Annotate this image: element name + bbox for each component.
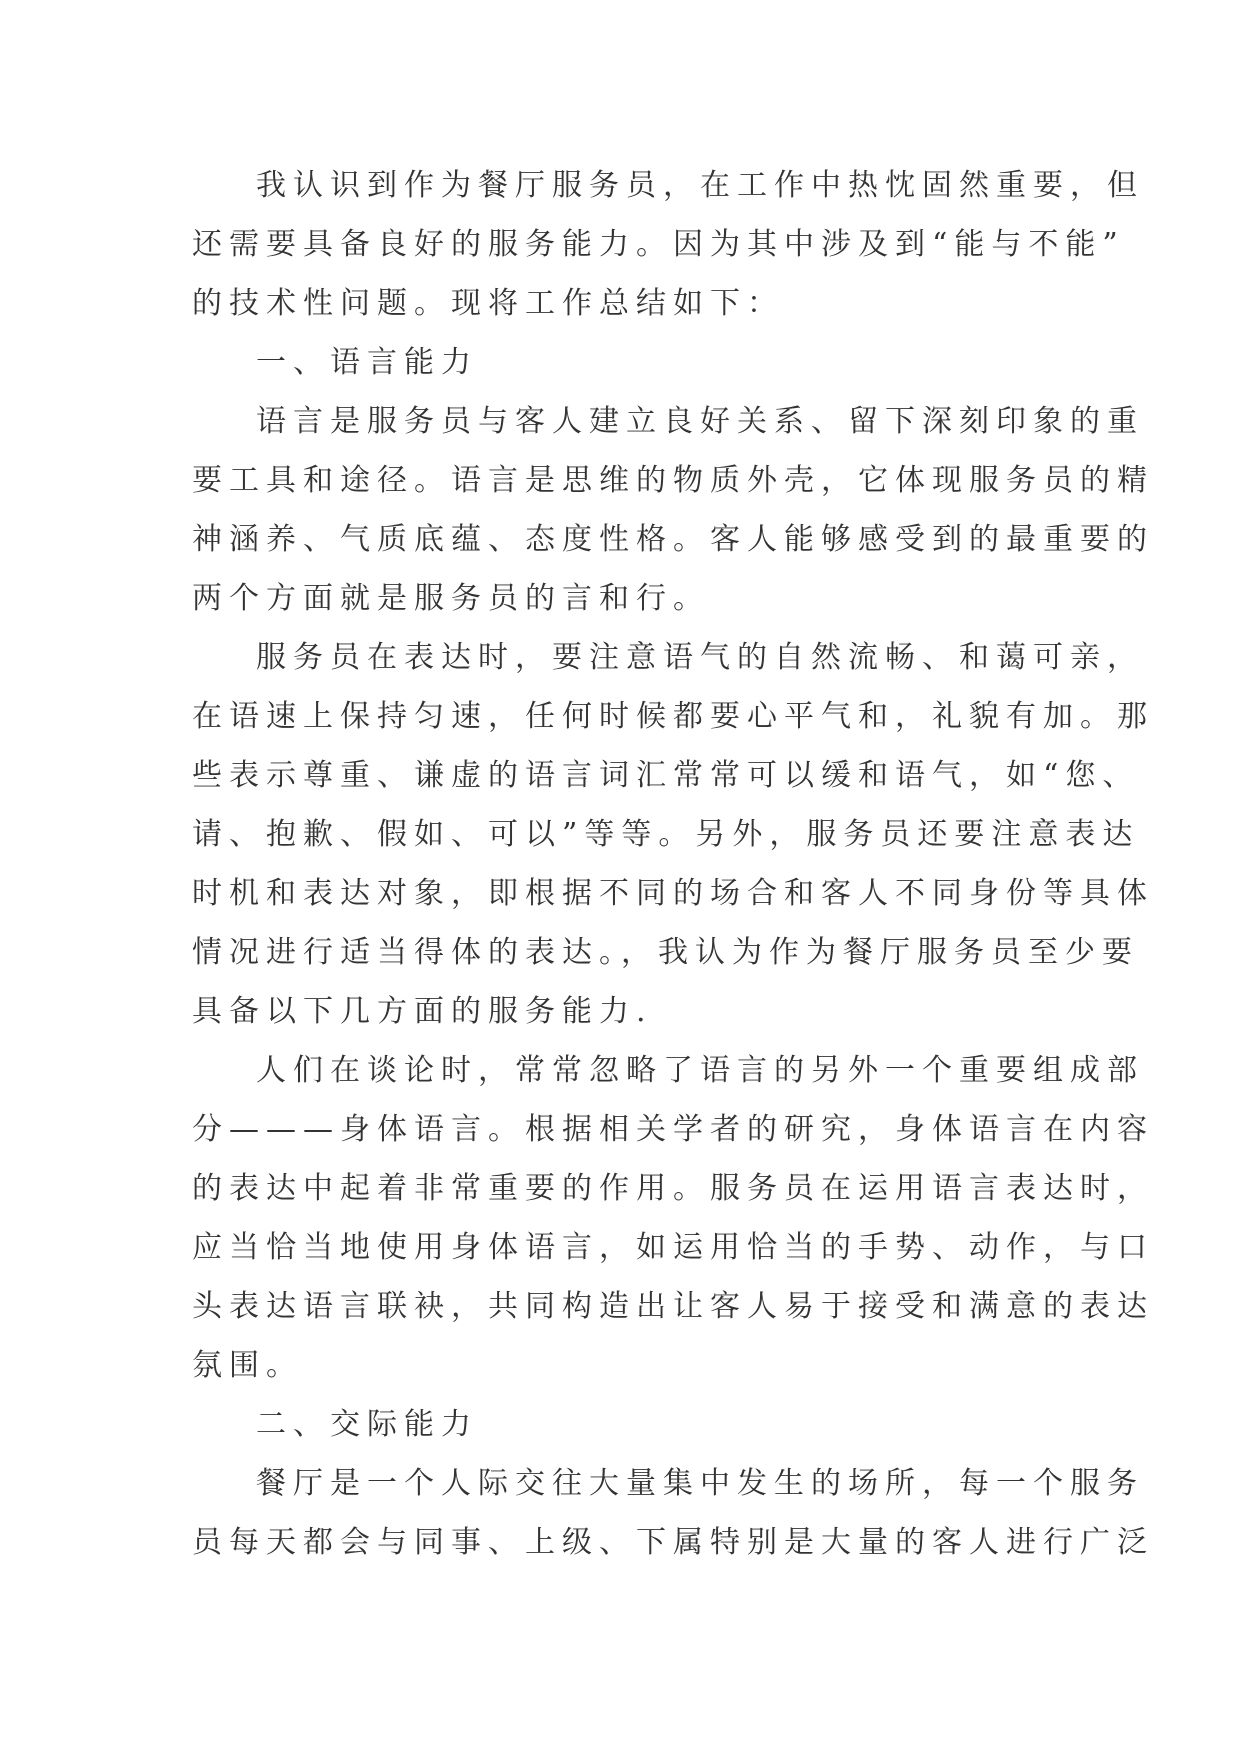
text-line: 情况进行适当得体的表达。，我认为作为餐厅服务员至少要 bbox=[192, 935, 1139, 970]
text-line: 餐厅是一个人际交往大量集中发生的场所，每一个服务 bbox=[256, 1466, 1144, 1501]
text-line: 应当恰当地使用身体语言，如运用恰当的手势、动作，与口 bbox=[192, 1230, 1154, 1265]
section-heading: 二、交际能力 bbox=[256, 1407, 478, 1442]
text-line: 要工具和途径。语言是思维的物质外壳，它体现服务员的精 bbox=[192, 463, 1154, 498]
text-line: 人们在谈论时，常常忽略了语言的另外一个重要组成部 bbox=[256, 1053, 1144, 1088]
text-line: 在语速上保持匀速，任何时候都要心平气和，礼貌有加。那 bbox=[192, 699, 1154, 734]
language-paragraph-2 bbox=[192, 628, 1154, 1041]
text-line: 些表示尊重、谦虚的语言词汇常常可以缓和语气，如“您、 bbox=[192, 758, 1140, 793]
communication-paragraph bbox=[192, 1454, 1154, 1572]
text-line: 神涵养、气质底蕴、态度性格。客人能够感受到的最重要的 bbox=[192, 522, 1154, 557]
document-body bbox=[192, 156, 1154, 1572]
text-line: 的技术性问题。现将工作总结如下： bbox=[192, 286, 784, 321]
text-line: 头表达语言联袂，共同构造出让客人易于接受和满意的表达 bbox=[192, 1289, 1154, 1324]
section-heading: 一、语言能力 bbox=[256, 345, 478, 380]
text-line: 时机和表达对象，即根据不同的场合和客人不同身份等具体 bbox=[192, 876, 1154, 911]
text-line: 分———身体语言。根据相关学者的研究，身体语言在内容 bbox=[192, 1112, 1154, 1147]
text-line: 语言是服务员与客人建立良好关系、留下深刻印象的重 bbox=[256, 404, 1144, 439]
text-line: 的表达中起着非常重要的作用。服务员在运用语言表达时， bbox=[192, 1171, 1154, 1206]
text-line: 服务员在表达时，要注意语气的自然流畅、和蔼可亲， bbox=[256, 640, 1144, 675]
section-heading-communication bbox=[192, 1395, 1062, 1454]
text-line: 请、抱歉、假如、可以”等等。另外，服务员还要注意表达 bbox=[192, 817, 1140, 852]
text-line: 具备以下几方面的服务能力. bbox=[192, 994, 653, 1029]
text-line: 氛围。 bbox=[192, 1348, 303, 1383]
language-paragraph-1 bbox=[192, 392, 1154, 628]
body-language-paragraph bbox=[192, 1041, 1154, 1395]
text-line: 还需要具备良好的服务能力。因为其中涉及到“能与不能” bbox=[192, 227, 1125, 262]
text-line: 两个方面就是服务员的言和行。 bbox=[192, 581, 710, 616]
text-line: 我认识到作为餐厅服务员，在工作中热忱固然重要，但 bbox=[256, 168, 1144, 203]
intro-paragraph bbox=[192, 156, 1144, 333]
text-line: 员每天都会与同事、上级、下属特别是大量的客人进行广泛 bbox=[192, 1525, 1154, 1560]
section-heading-language bbox=[192, 333, 1062, 392]
